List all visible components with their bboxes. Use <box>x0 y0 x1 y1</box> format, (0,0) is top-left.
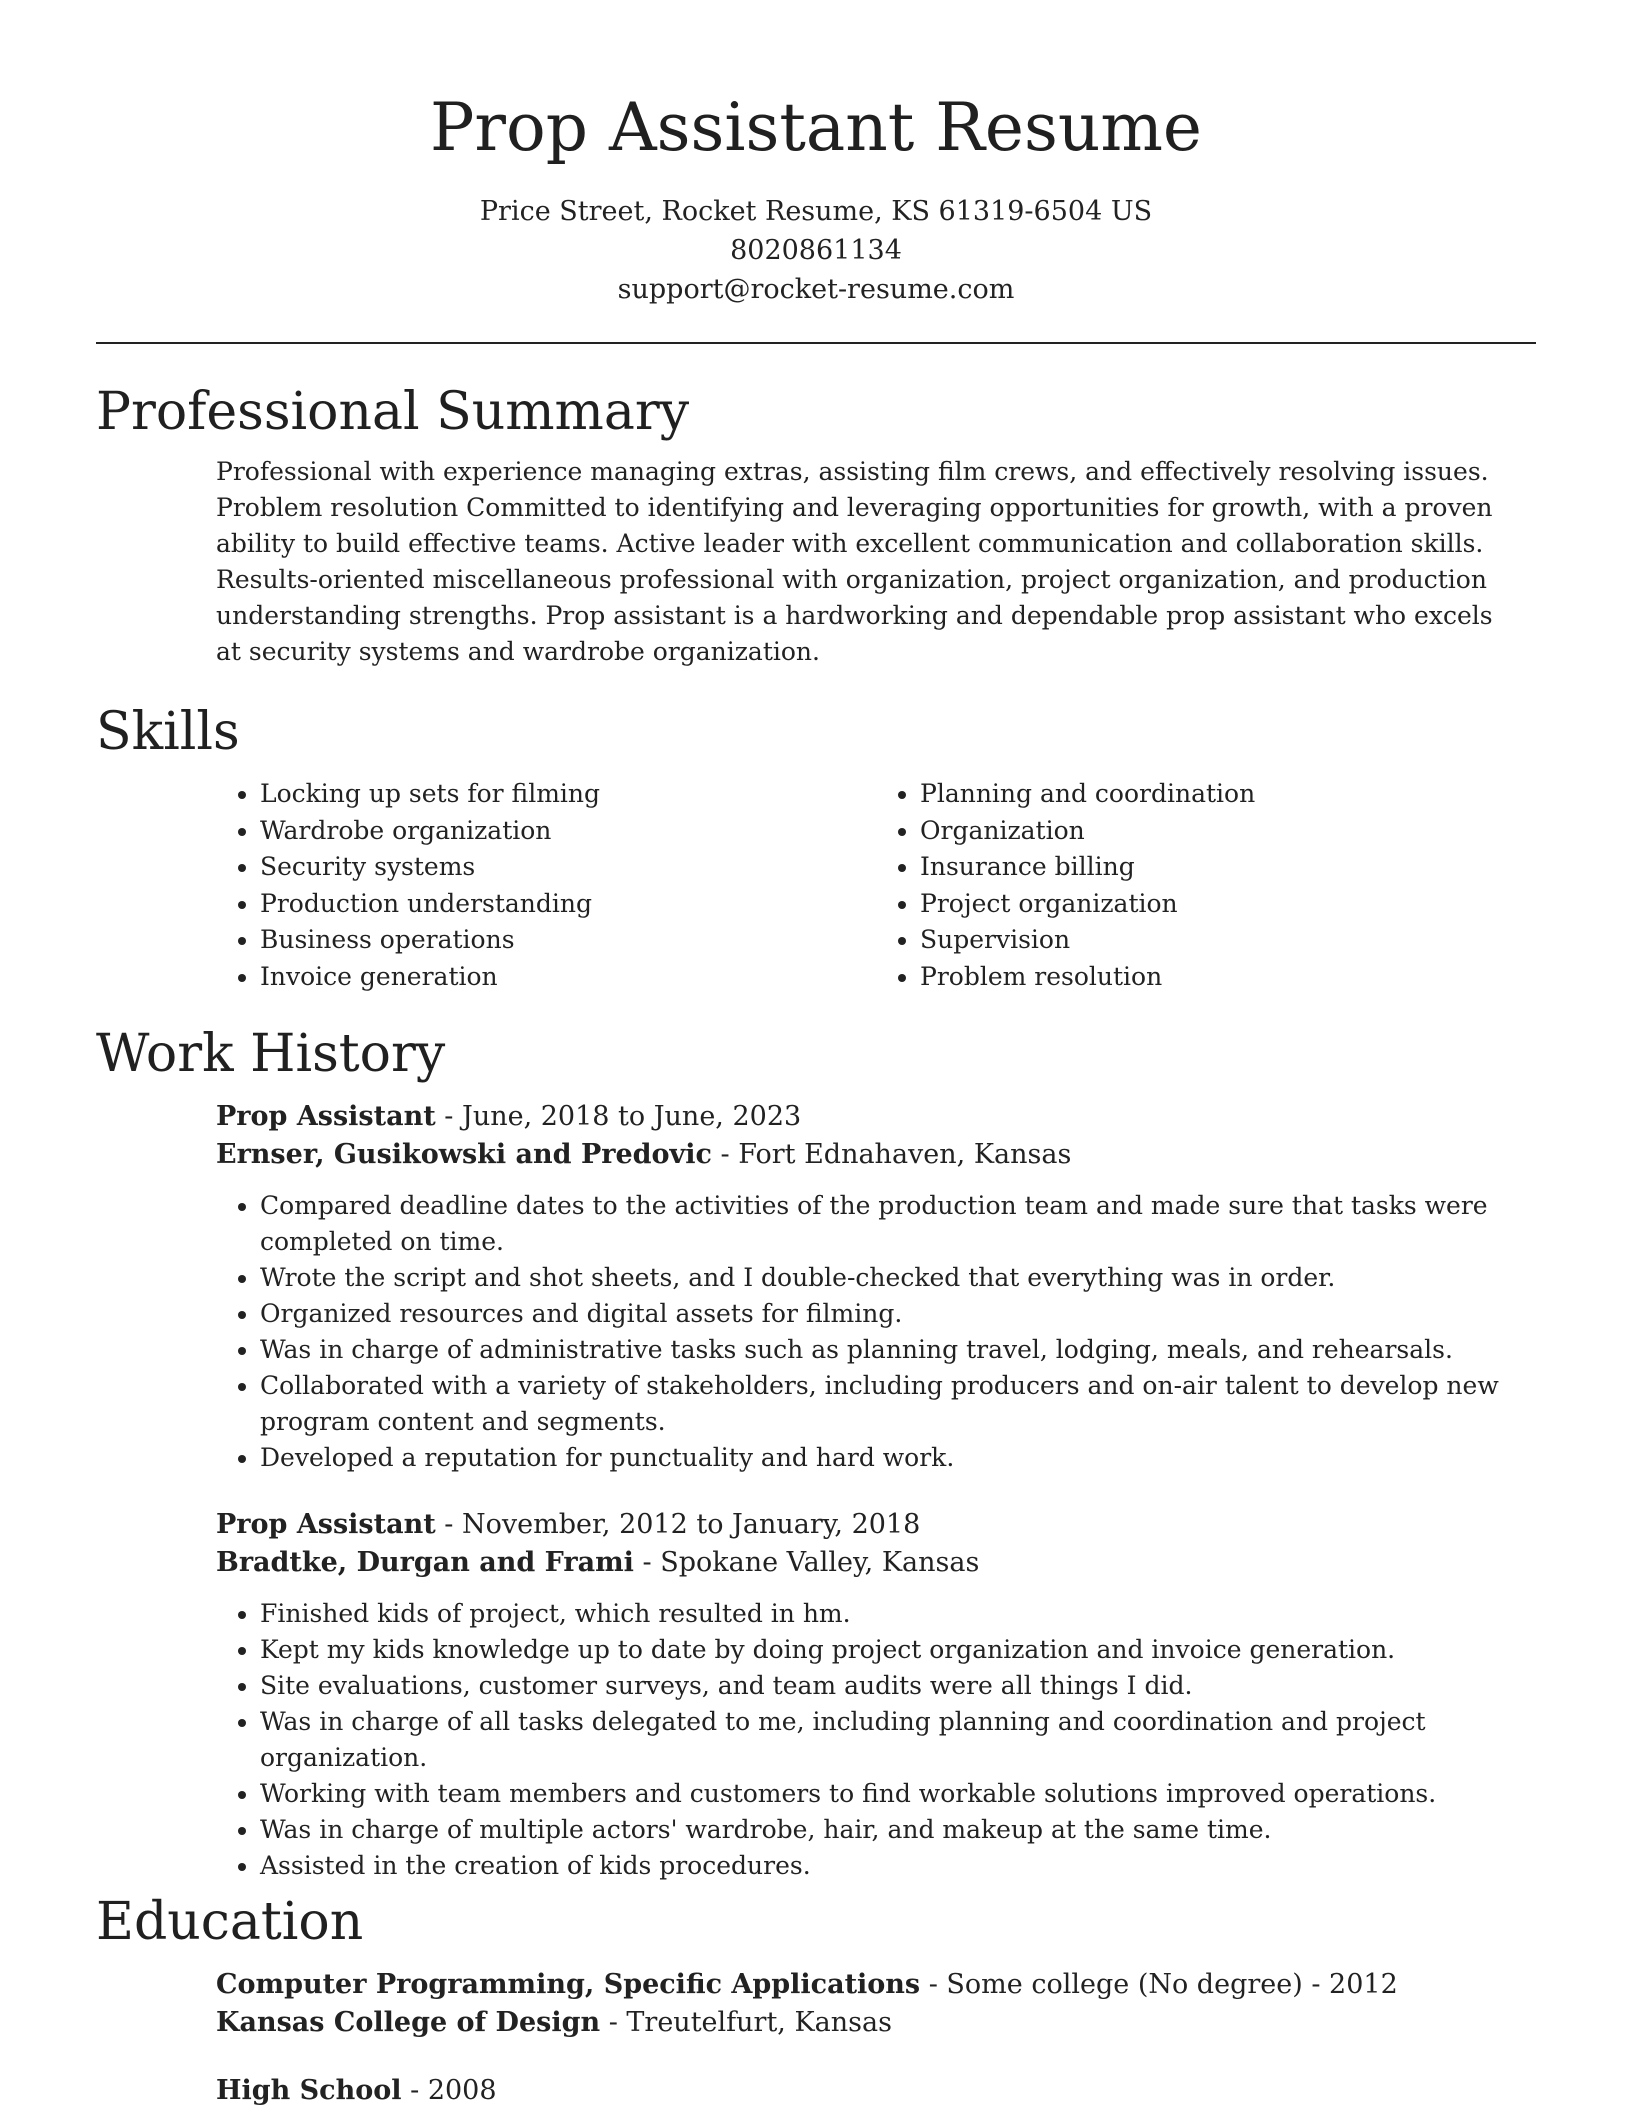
education-entry <box>216 1966 1536 2042</box>
job-bullets <box>216 1596 1536 1884</box>
job-bullet: • Developed a reputation for punctuality and hard work. <box>260 1440 1536 1476</box>
job-company: Ernser, Gusikowski and Predovic <box>216 1139 712 1170</box>
education-degree-line <box>216 2072 1536 2110</box>
education-school: Kansas College of Design <box>216 2007 601 2038</box>
summary-section <box>96 380 1536 670</box>
education-entry <box>216 2072 1536 2110</box>
job-role: Prop Assistant <box>216 1509 436 1540</box>
job-bullet: • Collaborated with a variety of stakeholders, including producers and on-air talent to develop new program content and segments. <box>260 1368 1536 1440</box>
skill-item: • Locking up sets for filming <box>260 776 876 813</box>
education-section <box>96 1890 1536 2110</box>
resume-title: Prop Assistant Resume <box>430 89 1202 166</box>
education-school-line <box>216 2004 1536 2042</box>
skills-left-list <box>216 776 876 995</box>
job-title-line <box>216 1506 1536 1544</box>
contact-phone: 8020861134 <box>730 235 902 266</box>
job-bullet: • Was in charge of multiple actors' wardrobe, hair, and makeup at the same time. <box>260 1812 1536 1848</box>
skill-item: • Problem resolution <box>920 959 1536 996</box>
contact-address: Price Street, Rocket Resume, KS 61319-6504 US <box>479 196 1153 227</box>
job-company-line <box>216 1544 1536 1582</box>
job-bullet: • Was in charge of administrative tasks such as planning travel, lodging, meals, and rehearsals. <box>260 1332 1536 1368</box>
education-degree: Computer Programming, Specific Applications <box>216 1969 921 2000</box>
job-company: Bradtke, Durgan and Frami <box>216 1547 634 1578</box>
education-detail: - 2008 <box>401 2075 497 2106</box>
skill-item: • Organization <box>920 813 1536 850</box>
education-degree-line <box>216 1966 1536 2004</box>
skill-item: • Insurance billing <box>920 849 1536 886</box>
job-bullet: • Was in charge of all tasks delegated to me, including planning and coordination and project organization. <box>260 1704 1536 1776</box>
job-title-line <box>216 1098 1536 1136</box>
job-bullet: • Working with team members and customers to find workable solutions improved operations. <box>260 1776 1536 1812</box>
contact-block <box>0 192 1632 309</box>
job-bullet: • Assisted in the creation of kids procedures. <box>260 1848 1536 1884</box>
skills-heading: Skills <box>96 702 240 762</box>
job-bullet: • Site evaluations, customer surveys, and team audits were all things I did. <box>260 1668 1536 1704</box>
job-bullet: • Compared deadline dates to the activities of the production team and made sure that tasks were completed on time. <box>260 1188 1536 1260</box>
job-bullet: • Finished kids of project, which resulted in hm. <box>260 1596 1536 1632</box>
resume-header <box>0 0 1632 309</box>
job-bullet: • Organized resources and digital assets for filming. <box>260 1296 1536 1332</box>
skill-item: • Supervision <box>920 922 1536 959</box>
job-location: - Spokane Valley, Kansas <box>633 1547 980 1578</box>
skill-item: • Wardrobe organization <box>260 813 876 850</box>
education-location: - Treutelfurt, Kansas <box>600 2007 892 2038</box>
job-dates: - June, 2018 to June, 2023 <box>435 1101 802 1132</box>
skills-grid <box>216 776 1536 995</box>
job-entry <box>216 1098 1536 1476</box>
education-degree: High School <box>216 2075 402 2106</box>
skill-item: • Invoice generation <box>260 959 876 996</box>
skill-item: • Project organization <box>920 886 1536 923</box>
job-bullet: • Kept my kids knowledge up to date by doing project organization and invoice generation. <box>260 1632 1536 1668</box>
skills-right-list <box>876 776 1536 995</box>
job-bullets <box>216 1188 1536 1476</box>
summary-heading: Professional Summary <box>96 382 690 442</box>
header-divider <box>96 342 1536 344</box>
job-role: Prop Assistant <box>216 1101 436 1132</box>
contact-email: support@rocket-resume.com <box>617 274 1015 305</box>
job-company-line <box>216 1136 1536 1174</box>
education-detail: - Some college (No degree) - 2012 <box>920 1969 1398 2000</box>
job-entry <box>216 1506 1536 1884</box>
job-bullet: • Wrote the script and shot sheets, and I double-checked that everything was in order. <box>260 1260 1536 1296</box>
summary-text: Professional with experience managing extras, assisting film crews, and effectively resolving issues. Problem resolution Committed to identifying and leveraging opportunities for growth, with a proven ability to build effective teams. Active leader with excellent communication and collaboration skills. Results-oriented miscellaneous professional with organization, project organization, and production understanding strengths. Prop assistant is a hardworking and dependable prop assistant who excels at security systems and wardrobe organization. <box>216 457 1493 666</box>
skill-item: • Planning and coordination <box>920 776 1536 813</box>
job-location: - Fort Ednahaven, Kansas <box>711 1139 1072 1170</box>
job-dates: - November, 2012 to January, 2018 <box>435 1509 921 1540</box>
work-heading: Work History <box>96 1024 446 1084</box>
skill-item: • Business operations <box>260 922 876 959</box>
skill-item: • Security systems <box>260 849 876 886</box>
skill-item: • Production understanding <box>260 886 876 923</box>
skills-section <box>96 700 1536 995</box>
work-section <box>96 1022 1536 1884</box>
education-heading: Education <box>96 1892 364 1952</box>
